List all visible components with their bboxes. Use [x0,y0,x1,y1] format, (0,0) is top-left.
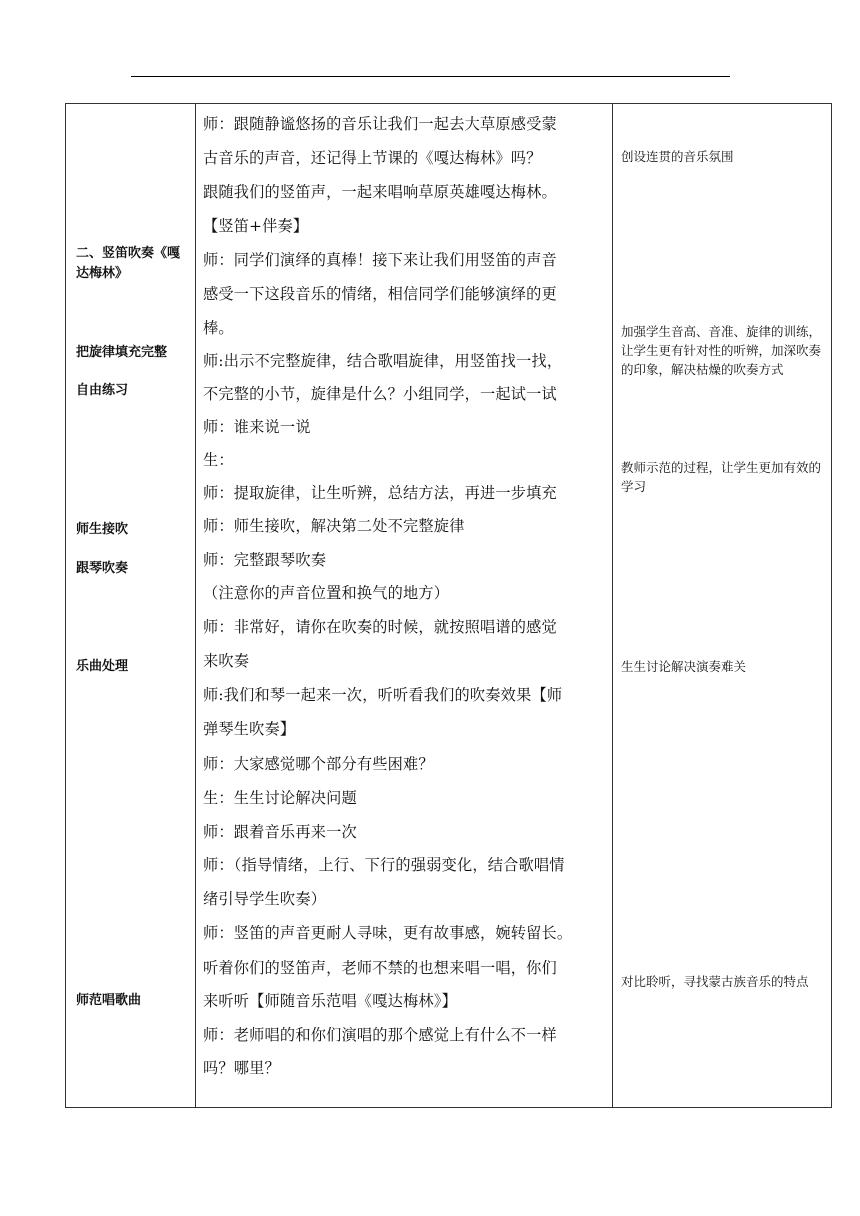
dialogue-line: 师:我们和琴一起来一次，听听看我们的吹奏效果【师 [203,686,563,704]
dialogue-line: 生： [203,451,234,469]
design-note: 对比聆听，寻找蒙古族音乐的特点 [621,974,809,989]
step-label: 把旋律填充完整 [76,345,168,360]
step-label: 师生接吹 [76,522,129,537]
dialogue-line: （注意你的声音位置和换气的地方） [203,584,450,602]
dialogue-line: 吗？哪里？ [203,1059,280,1077]
dialogue-line: 棒。 [203,319,234,337]
dialogue-line: 师：跟随静谧悠扬的音乐让我们一起去大草原感受蒙 [203,115,557,133]
dialogue-line: 师：师生接吹，解决第二处不完整旋律 [203,517,465,535]
header-rule [131,76,730,77]
step-label: 乐曲处理 [76,659,129,674]
dialogue-line: 生：生生讨论解决问题 [203,789,357,807]
dialogue-line: 听着你们的竖笛声，老师不禁的也想来唱一唱，你们 [203,959,557,977]
dialogue-line: 古音乐的声音，还记得上节课的《嘎达梅林》吗？ [203,149,542,167]
dialogue-line: 师：大家感觉哪个部分有些困难？ [203,755,434,773]
design-note: 创设连贯的音乐氛围 [621,149,734,164]
dialogue-line: 来吹奏 [203,652,250,670]
dialogue-line: 师：（指导情绪，上行、下行的强弱变化，结合歌唱情 [203,856,565,874]
dialogue-line: 绪引导学生吹奏） [203,890,327,908]
dialogue-line: 跟随我们的竖笛声，一起来唱响草原英雄嘎达梅林。 [203,183,557,201]
dialogue-line: 感受一下这段音乐的情绪，相信同学们能够演绎的更 [203,285,557,303]
step-label: 自由练习 [76,383,129,398]
design-note: 生生讨论解决演奏难关 [621,659,747,674]
dialogue-line: 师：完整跟琴吹奏 [203,551,327,569]
dialogue-line: 不完整的小节，旋律是什么？小组同学，一起试一试 [203,385,557,403]
lesson-table [65,103,832,1108]
design-note: 加强学生音高、音准、旋律的训练，让学生更有针对性的听辨，加深吹奏的印象，解决枯燥的吹奏方式 [621,324,822,377]
dialogue-line: 来听听【师随音乐范唱《嘎达梅林》】 [203,992,457,1010]
dialogue-line: 师:出示不完整旋律，结合歌唱旋律，用竖笛找一找， [203,352,563,370]
dialogue-line: 弹琴生吹奏】 [203,720,296,738]
dialogue-line: 师：提取旋律，让生听辨，总结方法，再进一步填充 [203,484,557,502]
dialogue-line: 师：竖笛的声音更耐人寻味，更有故事感，婉转留长。 [203,924,573,942]
dialogue-line: 师：同学们演绎的真棒！接下来让我们用竖笛的声音 [203,251,557,269]
design-note: 教师示范的过程，让学生更加有效的学习 [621,460,822,494]
dialogue-line: 师：老师唱的和你们演唱的那个感觉上有什么不一样 [203,1026,557,1044]
step-label: 师范唱歌曲 [76,993,142,1008]
step-label: 跟琴吹奏 [76,561,129,576]
dialogue-line: 师：非常好，请你在吹奏的时候，就按照唱谱的感觉 [203,618,557,636]
dialogue-line: 【竖笛+伴奏】 [203,217,309,235]
dialogue-line: 师：谁来说一说 [203,418,311,436]
step-label: 达梅林》 [76,266,129,281]
step-label: 二、竖笛吹奏《嘎 [76,246,181,261]
column-divider-1 [195,104,196,1107]
dialogue-line: 师：跟着音乐再来一次 [203,823,357,841]
